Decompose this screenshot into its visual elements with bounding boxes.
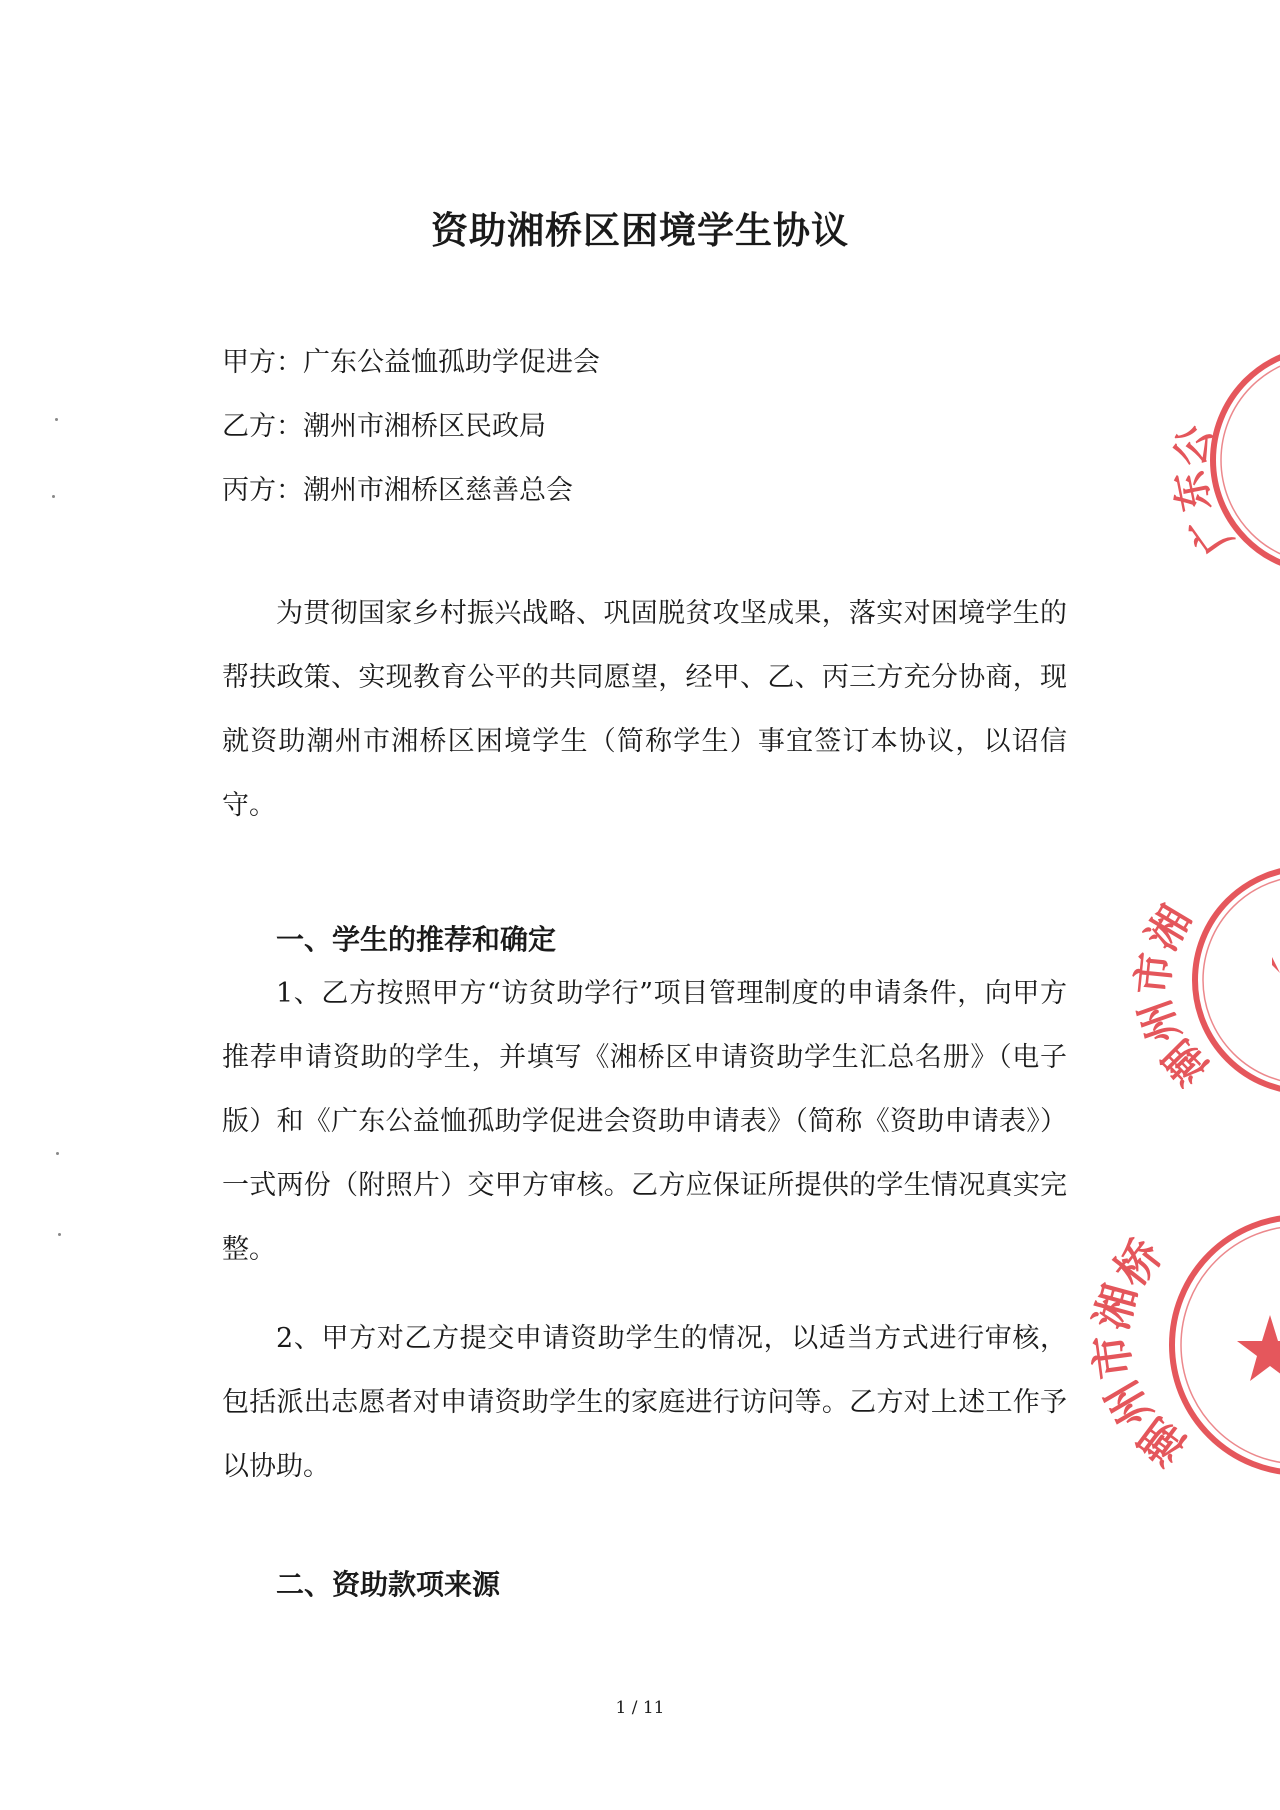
party-a: 甲方：广东公益恤孤助学促进会	[222, 347, 600, 378]
section-1-clause-1: 1、乙方按照甲方“访贫助学行”项目管理制度的申请条件，向甲方推荐申请资助的学生，并填写《湘桥区申请资助学生汇总名册》（电子版）和《广东公益恤孤助学促进会资助申请表》（简称《资助申请表》）一式两份（附照片）交甲方审核。乙方应保证所提供的学生情况真实完整。	[222, 978, 1067, 1265]
seal-1-text: 广东公	[1166, 421, 1242, 563]
party-c: 丙方：潮州市湘桥区慈善总会	[222, 475, 573, 506]
scan-speck	[55, 418, 58, 421]
seal-3-text: 潮州市湘桥	[1085, 1229, 1196, 1474]
scan-speck	[52, 495, 55, 498]
official-seal-2	[1127, 865, 1280, 1095]
seal-2-text: 潮州市湘	[1127, 897, 1218, 1095]
section-1-clause-2: 2、甲方对乙方提交申请资助学生的情况，以适当方式进行审核，包括派出志愿者对申请资助学生的家庭进行访问等。乙方对上述工作予以协助。	[222, 1323, 1067, 1482]
svg-text:潮州市湘桥	[1085, 1230, 1195, 1474]
official-seal-1	[1166, 345, 1280, 575]
svg-text:广东公	[1167, 421, 1242, 562]
party-b: 乙方：潮州市湘桥区民政局	[222, 411, 546, 442]
section-2-heading: 二、资助款项来源	[276, 1568, 501, 1601]
document-title: 资助湘桥区困境学生协议	[431, 209, 849, 252]
intro-paragraph: 为贯彻国家乡村振兴战略、巩固脱贫攻坚成果，落实对困境学生的帮扶政策、实现教育公平的共同愿望，经甲、乙、丙三方充分协商，现就资助潮州市湘桥区困境学生（简称学生）事宜签订本协议，以诏信守。	[222, 598, 1067, 821]
section-1-heading: 一、学生的推荐和确定	[276, 923, 557, 956]
scan-speck	[58, 1233, 61, 1236]
page-number: 1 / 11	[615, 1698, 665, 1718]
official-seal-3	[1085, 1215, 1280, 1475]
scan-speck	[56, 1152, 59, 1155]
